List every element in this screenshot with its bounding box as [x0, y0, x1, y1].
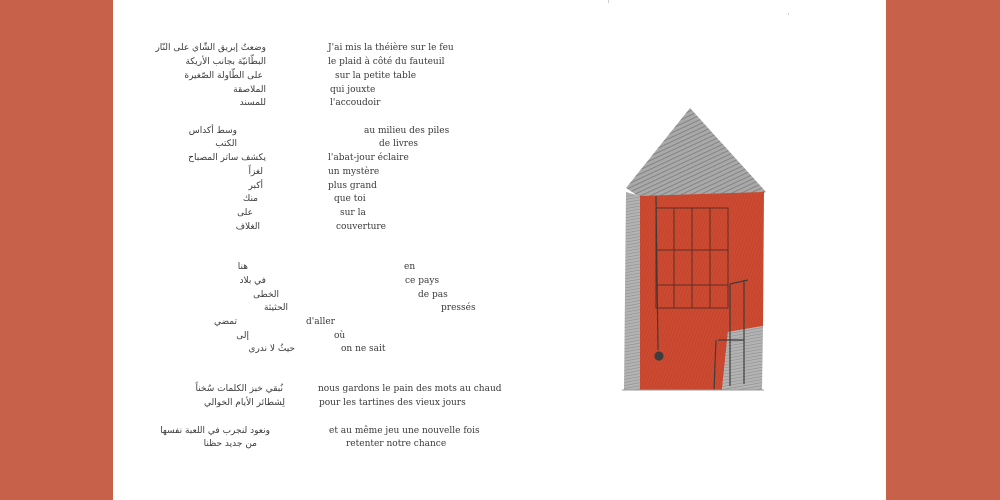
arabic-line: منك — [242, 194, 258, 204]
french-line: que toi — [334, 194, 366, 204]
french-line: de pas — [418, 290, 448, 300]
french-line: l'accoudoir — [330, 98, 381, 108]
arabic-line: إلى — [236, 331, 249, 341]
arabic-line: على الطّاولة الصّغيرة — [184, 71, 263, 81]
french-line: au milieu des piles — [364, 126, 450, 136]
french-line: un mystère — [328, 167, 380, 177]
arabic-line: يكشف ساتر المصباح — [188, 153, 266, 163]
french-line: nous gardons le pain des mots au chaud — [318, 384, 502, 394]
lower-wall — [722, 326, 763, 390]
arabic-line: الغلاف — [235, 222, 260, 232]
french-line: on ne sait — [341, 344, 386, 354]
book-page — [113, 0, 886, 500]
roof — [626, 108, 766, 196]
page-mark — [608, 0, 609, 3]
french-line: pressés — [441, 303, 476, 313]
arabic-line: على — [237, 208, 253, 218]
arabic-line: الكتب — [215, 139, 237, 149]
house-illustration-icon — [618, 100, 778, 400]
arabic-line: حيثُ لا ندري — [248, 344, 295, 354]
french-line: qui jouxte — [330, 85, 376, 95]
french-line: où — [334, 331, 346, 341]
arabic-line: ونعود لنجرب في اللعبة نفسها — [160, 426, 270, 436]
french-line: sur la petite table — [335, 71, 417, 81]
french-line: l'abat-jour éclaire — [328, 153, 409, 163]
french-line: retenter notre chance — [346, 439, 447, 449]
arabic-line: وسط أكداس — [188, 126, 237, 136]
french-line: plus grand — [328, 181, 377, 191]
arabic-line: تمضي — [213, 317, 237, 327]
french-line: en — [404, 262, 416, 272]
french-line: le plaid à côté du fauteuil — [328, 57, 445, 67]
arabic-line: في بلاد — [239, 276, 266, 286]
french-line: pour les tartines des vieux jours — [319, 398, 466, 408]
french-line: et au même jeu une nouvelle fois — [329, 426, 480, 436]
arabic-line: نُبقي خبز الكلمات سُخناً — [195, 384, 283, 394]
arabic-line: الملاصقة — [233, 85, 266, 95]
arabic-line: الخطى — [253, 290, 279, 300]
french-line: sur la — [340, 208, 366, 218]
page-mark — [788, 13, 789, 15]
french-line: ce pays — [405, 276, 440, 286]
side-wall — [624, 192, 640, 390]
arabic-line: لغزاً — [248, 167, 263, 177]
arabic-line: أكبر — [248, 181, 263, 191]
french-line: J'ai mis la théière sur le feu — [328, 43, 454, 53]
arabic-line: وضعتُ إبريق الشّاي على النّار — [155, 43, 266, 53]
french-line: d'aller — [306, 317, 335, 327]
french-line: de livres — [379, 139, 419, 149]
arabic-line: لِشطائر الأيام الخوالي — [204, 398, 285, 408]
arabic-line: البطّانيّة بجانب الأريكة — [185, 57, 266, 67]
arabic-line: الحثيثة — [263, 303, 288, 313]
french-line: couverture — [336, 222, 387, 232]
arabic-line: من جديد حظنا — [203, 439, 257, 449]
arabic-line: هنا — [237, 262, 248, 272]
arabic-line: للمسند — [239, 98, 266, 108]
